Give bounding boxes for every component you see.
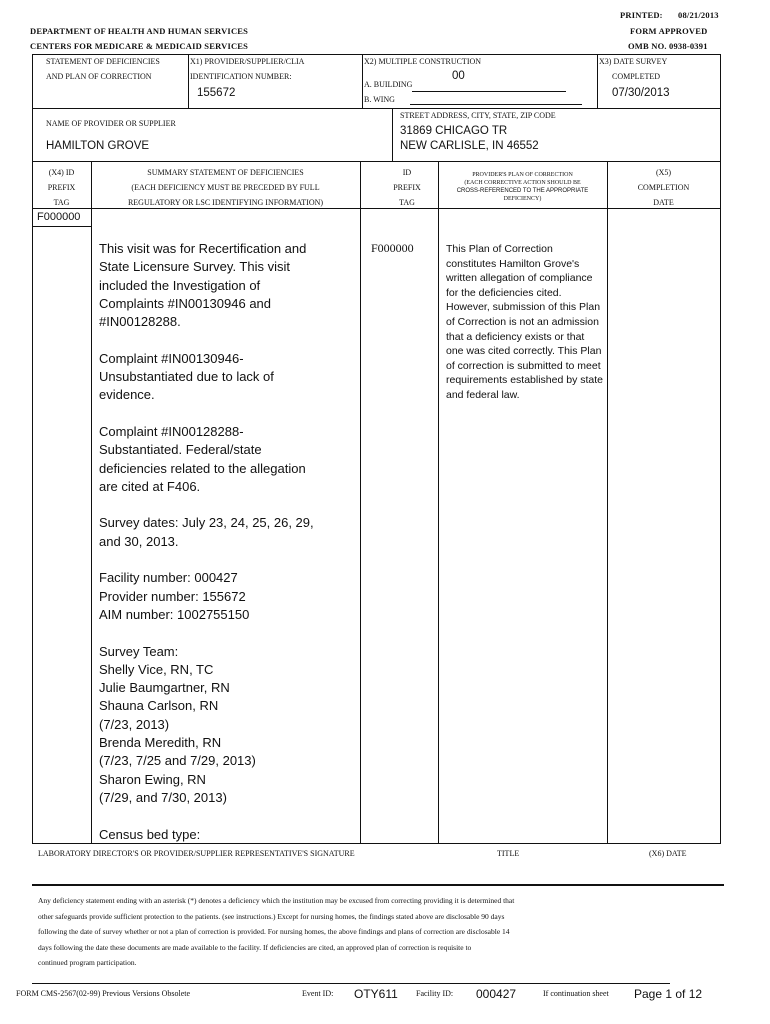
provider-id-label-2: IDENTIFICATION NUMBER: [190,72,292,81]
printed-date: 08/21/2013 [678,10,719,20]
date-survey-label-1: X3) DATE SURVEY [599,57,668,66]
date-survey-value: 07/30/2013 [612,87,670,99]
plan-of-correction: This Plan of Correction constitutes Hamilton Grove's written allegation of compliance for the deficiencies cited. However, submission of this Plan of Correction is not an admission that a deficiency exists or that one was cited correctly. This Plan of correction is submitted to meet requirements established by state and federal law. [446,243,604,401]
statement-label-2: AND PLAN OF CORRECTION [46,72,152,81]
facility-id-value: 000427 [476,987,517,1001]
address-line-1: 31869 CHICAGO TR [400,125,508,137]
form-number: FORM CMS-2567(02-99) Previous Versions Obsolete [16,989,191,998]
omb-number: OMB NO. 0938-0391 [628,41,708,51]
tag-left: F000000 [37,211,81,223]
x6-date-label: (X6) DATE [649,849,687,858]
wing-label: B. WING [364,95,395,104]
event-id-label: Event ID: [302,989,334,998]
statement-label-1: STATEMENT OF DEFICIENCIES [46,57,160,66]
printed-label: PRINTED: [620,10,663,20]
event-id-value: OTY611 [354,987,398,1001]
col-x4-header: (X4) ID PREFIX TAG [47,168,76,207]
disclaimer: Any deficiency statement ending with an asterisk (*) denotes a deficiency which the institution may be excused from correcting providing it is determined that other safeguards provide sufficient protection to the patients. (see instructions.) Except for nursing homes, the findings stated above are disclosable 90 days following the date of survey whether or not a plan of correction is provided. For nursing homes, the above findings and plans of correction are disclosable 14 days following the date these documents are made available to the facility. If deficiencies are cited, an approved plan of correction is requisite to continued program participation. [38,896,515,967]
col-id-header: ID PREFIX TAG [393,168,421,207]
summary-statement: This visit was for Recertification and State Licensure Survey. This visit included the Investigation of Complaints #IN00130946 and #IN00128288. Complaint #IN00130946- Unsubstantiated due to lack of evidence. Complaint #IN00128288- Substantiated. Federal/state deficiencies related to the allegation are cited at F406. Survey dates: July 23, 24, 25, 26, 29, and 30, 2013. Facility number: 000427 Provider number: 155672 AIM number: 1002755150 Survey Team: Shelly Vice, RN, TC Julie Baumgartner, RN Shauna Carlson, RN (7/23, 2013) Brenda Meredith, RN (7/23, 7/25 and 7/29, 2013) Sharon Ewing, RN (7/29, and 7/30, 2013) Census bed type: [99,241,314,842]
title-label: TITLE [497,849,520,858]
centers-title: CENTERS FOR MEDICARE & MEDICAID SERVICES [30,41,249,51]
facility-id-label: Facility ID: [416,989,454,998]
page-number: Page 1 of 12 [634,987,703,1001]
signature-label: LABORATORY DIRECTOR'S OR PROVIDER/SUPPLIER REPRESENTATIVE'S SIGNATURE [38,849,355,858]
col-completion-header: (X5) COMPLETION DATE [637,168,690,207]
tag-right: F000000 [371,241,414,255]
building-value: 00 [452,70,465,82]
building-label: A. BUILDING [364,80,413,89]
address-line-2: NEW CARLISLE, IN 46552 [400,140,539,152]
multiple-construction-label: X2) MULTIPLE CONSTRUCTION [364,57,482,66]
department-title: DEPARTMENT OF HEALTH AND HUMAN SERVICES [30,26,249,36]
date-survey-label-2: COMPLETED [612,72,660,81]
continuation-label: If continuation sheet [543,989,609,998]
col-poc-header: PROVIDER'S PLAN OF CORRECTION (EACH CORRECTIVE ACTION SHOULD BE CROSS-REFERENCED TO THE APPROPRIATE DEFICIENCY) [456,172,589,202]
form-approved: FORM APPROVED [630,26,708,36]
address-label: STREET ADDRESS, CITY, STATE, ZIP CODE [400,111,556,120]
provider-id-label-1: X1) PROVIDER/SUPPLIER/CLIA [190,57,305,66]
col-summary-header: SUMMARY STATEMENT OF DEFICIENCIES (EACH DEFICIENCY MUST BE PRECEDED BY FULL REGULATORY OR LSC IDENTIFYING INFORMATION) [127,168,324,207]
provider-name-value: HAMILTON GROVE [46,140,150,152]
provider-name-label: NAME OF PROVIDER OR SUPPLIER [46,119,176,128]
provider-id-value: 155672 [197,87,236,99]
